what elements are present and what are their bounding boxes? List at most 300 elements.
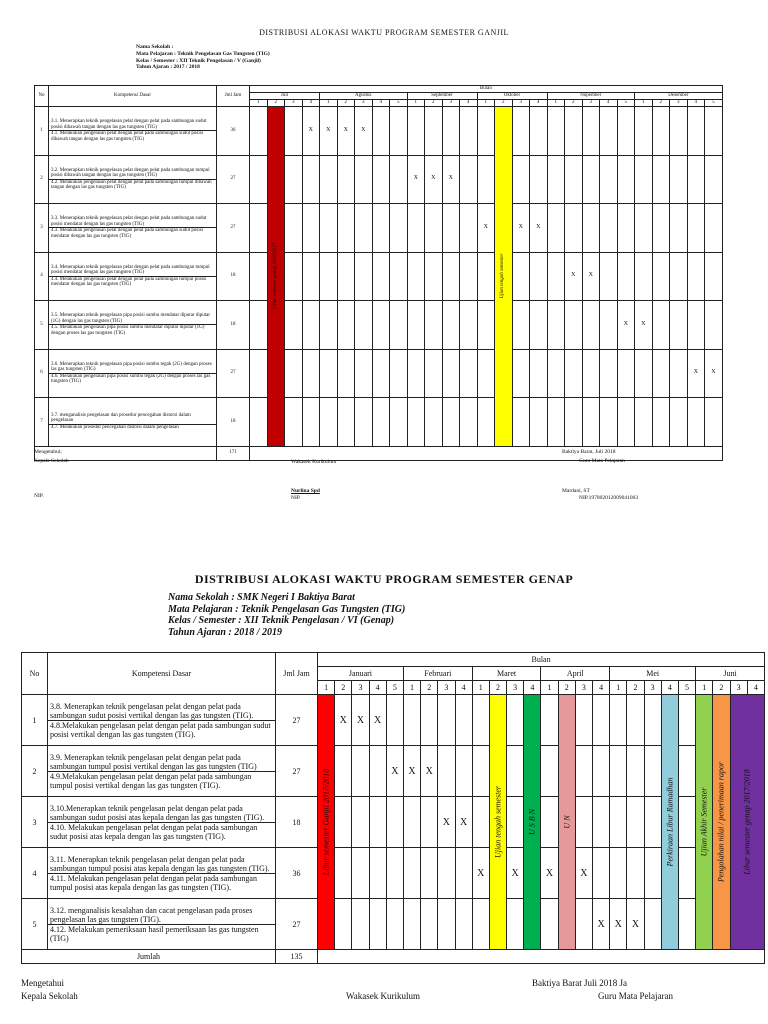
genap-week-cell	[472, 899, 489, 950]
ganjil-row-no: 6	[35, 349, 49, 398]
genap-wakasek: Wakasek Kurikulum	[346, 991, 421, 1001]
genap-week-cell	[421, 797, 438, 848]
ganjil-col-kd: Kompetensi Dasar	[49, 86, 217, 107]
genap-schedule-mark: X	[541, 848, 558, 899]
genap-week-cell	[678, 797, 695, 848]
genap-col-no: No	[22, 653, 48, 695]
genap-row-kd	[48, 695, 276, 746]
genap-week-number: 3	[438, 681, 455, 695]
ganjil-week-cell	[687, 107, 705, 156]
ganjil-week-number: 5	[617, 100, 635, 107]
genap-week-cell	[386, 695, 403, 746]
ganjil-week-cell	[320, 204, 338, 253]
genap-mengetahui: Mengetahui	[21, 978, 64, 988]
ganjil-kd-row	[35, 155, 723, 204]
ganjil-week-cell	[477, 107, 495, 156]
genap-week-cell	[627, 746, 644, 797]
genap-week-cell	[593, 797, 610, 848]
genap-week-number: 1	[610, 681, 627, 695]
ganjil-week-number: 4	[687, 100, 705, 107]
ganjil-row-kd	[49, 204, 217, 253]
genap-week-number: 3	[507, 681, 524, 695]
genap-row-kd	[48, 797, 276, 848]
ganjil-week-cell	[547, 252, 565, 301]
ganjil-week-cell	[652, 252, 670, 301]
ganjil-kd-row	[35, 107, 723, 156]
ganjil-week-cell	[600, 204, 618, 253]
ganjil-kd-text: 4.2. Melakukan pengelasan pelat dengan pelat pada sambungan tumpul dibawah tangan dengan las gas tungsten (TIG)	[49, 179, 216, 191]
ganjil-week-cell	[687, 204, 705, 253]
genap-calendar-band	[489, 695, 506, 950]
genap-week-number: 2	[421, 681, 438, 695]
ganjil-week-cell	[302, 252, 320, 301]
genap-kd-text: 3.12. menganalisis kesalahan dan cacat pengelasan pada proses pengelasan las gas tungsten (TIG).	[50, 905, 253, 924]
ganjil-kd-row	[35, 252, 723, 301]
ganjil-week-cell	[547, 301, 565, 350]
genap-week-number: 2	[713, 681, 730, 695]
genap-total-value: 135	[276, 950, 318, 964]
genap-week-cell	[421, 848, 438, 899]
ganjil-title: DISTRIBUSI ALOKASI WAKTU PROGRAM SEMESTER GANJIL	[259, 28, 509, 37]
genap-header-info	[168, 592, 568, 638]
genap-week-cell	[438, 695, 455, 746]
ganjil-week-cell	[635, 155, 653, 204]
ganjil-row-kd	[49, 155, 217, 204]
genap-schedule-mark: X	[593, 899, 610, 950]
genap-week-cell	[335, 899, 352, 950]
ganjil-week-cell	[390, 252, 408, 301]
genap-row-no: 1	[22, 695, 48, 746]
genap-week-number: 3	[644, 681, 661, 695]
genap-week-cell	[644, 848, 661, 899]
ganjil-week-cell	[460, 252, 478, 301]
ganjil-kd-text: 3.5. Menerapkan teknik pengelasan pipa posisi sumbu mendatar diputar diputar (1G) dengan las gas tungsten (TIG)	[51, 313, 210, 324]
ganjil-kd-row	[35, 204, 723, 253]
ganjil-week-cell	[460, 155, 478, 204]
ganjil-week-cell	[302, 301, 320, 350]
genap-month: Maret	[472, 667, 541, 681]
ganjil-band-label: Ujian tengah semester	[500, 253, 506, 299]
ganjil-week-cell	[285, 155, 303, 204]
ganjil-week-cell	[337, 252, 355, 301]
ganjil-kd-row	[35, 301, 723, 350]
genap-title: DISTRIBUSI ALOKASI WAKTU PROGRAM SEMESTER GENAP	[194, 572, 574, 586]
ganjil-wakasek: Wakasek Kurikulum	[291, 459, 337, 465]
genap-week-number: 2	[627, 681, 644, 695]
ganjil-table	[34, 85, 723, 461]
ganjil-week-cell	[687, 301, 705, 350]
ganjil-week-number: 1	[320, 100, 338, 107]
genap-week-number: 4	[455, 681, 472, 695]
ganjil-kd-text: 3.7. menganalisis pengelasan dan prosedur pencegahan distorsi dalam pengelasan	[51, 412, 191, 424]
genap-week-cell	[541, 746, 558, 797]
ganjil-week-cell	[530, 398, 548, 447]
genap-schedule-mark: X	[369, 695, 386, 746]
genap-week-cell	[335, 746, 352, 797]
ganjil-total-value: 171	[217, 446, 250, 460]
genap-info-class: Kelas / Semester : XII Teknik Pengelasan / VI (Genap)	[168, 615, 395, 626]
ganjil-week-number: 3	[442, 100, 460, 107]
ganjil-week-cell	[407, 107, 425, 156]
ganjil-week-cell	[477, 349, 495, 398]
ganjil-month: Juli	[250, 93, 320, 100]
genap-calendar-band	[558, 695, 575, 950]
ganjil-month: Nopember	[547, 93, 635, 100]
genap-band-label: Ujian Akhir Semester	[699, 787, 709, 857]
ganjil-schedule-mark: X	[512, 204, 530, 253]
genap-band-label: Ujian tengah semester	[493, 786, 503, 858]
ganjil-week-number: 2	[337, 100, 355, 107]
genap-week-cell	[335, 848, 352, 899]
genap-calendar-band	[696, 695, 713, 950]
ganjil-week-number: 3	[355, 100, 373, 107]
ganjil-schedule-mark: X	[442, 155, 460, 204]
ganjil-week-cell	[285, 252, 303, 301]
genap-col-jam: Jml Jam	[276, 653, 318, 695]
genap-kd-text: 4.10. Melakukan pengelasan pelat dengan pelat pada sambungan sudut posisi atas kepala dengan las gas tungsten (TIG).	[48, 822, 275, 841]
ganjil-week-cell	[460, 107, 478, 156]
genap-week-cell	[369, 899, 386, 950]
ganjil-row-kd	[49, 398, 217, 447]
ganjil-month: Desember	[635, 93, 723, 100]
genap-kd-text: 3.8. Menerapkan teknik pengelasan pelat dengan pelat pada sambungan sudut posisi vertikal dengan las gas tungsten (TIG).	[50, 701, 254, 720]
genap-week-cell	[627, 695, 644, 746]
genap-row-jam: 27	[276, 746, 318, 797]
ganjil-kd-text: 4.5. Melakukan pengelasan pipa posisi sumbu mendatar diputar diputar (1G) dengan proses las gas tungsten (TIG)	[49, 324, 216, 336]
ganjil-week-cell	[320, 349, 338, 398]
ganjil-week-cell	[320, 252, 338, 301]
genap-week-cell	[472, 797, 489, 848]
ganjil-week-cell	[582, 398, 600, 447]
genap-week-cell	[593, 848, 610, 899]
ganjil-row-jam: 18	[217, 398, 250, 447]
ganjil-week-number: 3	[670, 100, 688, 107]
ganjil-week-number: 4	[530, 100, 548, 107]
ganjil-week-cell	[337, 204, 355, 253]
ganjil-week-cell	[337, 349, 355, 398]
genap-row-jam: 27	[276, 695, 318, 746]
ganjil-week-cell	[355, 398, 373, 447]
genap-week-cell	[386, 848, 403, 899]
ganjil-week-cell	[425, 398, 443, 447]
ganjil-week-cell	[565, 107, 583, 156]
ganjil-week-cell	[530, 301, 548, 350]
genap-week-cell	[610, 695, 627, 746]
genap-total-empty	[318, 950, 765, 964]
ganjil-schedule-mark: X	[320, 107, 338, 156]
ganjil-week-number: 4	[302, 100, 320, 107]
ganjil-week-cell	[285, 301, 303, 350]
ganjil-band-label: Libur semester genap 2016/2017	[272, 243, 278, 310]
ganjil-mengetahui: Mengetahui;	[34, 449, 62, 455]
ganjil-week-cell	[512, 155, 530, 204]
genap-week-cell	[507, 797, 524, 848]
genap-month: Februari	[403, 667, 472, 681]
genap-week-cell	[386, 797, 403, 848]
genap-week-cell	[575, 899, 592, 950]
ganjil-week-cell	[705, 107, 723, 156]
genap-week-cell	[352, 746, 369, 797]
genap-week-cell	[386, 899, 403, 950]
ganjil-week-cell	[705, 398, 723, 447]
ganjil-week-cell	[582, 155, 600, 204]
ganjil-row-no: 7	[35, 398, 49, 447]
genap-month: April	[541, 667, 610, 681]
ganjil-week-cell	[512, 301, 530, 350]
genap-kd-text: 3.9. Menerapkan teknik pengelasan pelat dengan pelat pada sambungan tumpul posisi vertikal dengan las gas tungsten (TIG)	[50, 752, 257, 771]
ganjil-calendar-band	[495, 107, 513, 447]
genap-row-no: 4	[22, 848, 48, 899]
ganjil-info-class: Kelas / Semester : XII Teknik Pengelasan / V (Ganjil)	[136, 57, 261, 64]
ganjil-week-cell	[442, 107, 460, 156]
genap-week-cell	[575, 746, 592, 797]
ganjil-week-cell	[250, 252, 268, 301]
ganjil-week-cell	[530, 155, 548, 204]
ganjil-week-cell	[530, 252, 548, 301]
ganjil-week-cell	[600, 107, 618, 156]
ganjil-schedule-mark: X	[302, 107, 320, 156]
genap-schedule-mark: X	[610, 899, 627, 950]
genap-week-cell	[575, 797, 592, 848]
genap-schedule-mark: X	[575, 848, 592, 899]
ganjil-week-cell	[530, 349, 548, 398]
genap-week-number: 1	[318, 681, 335, 695]
genap-week-number: 4	[593, 681, 610, 695]
genap-week-number: 1	[472, 681, 489, 695]
genap-kd-text: 4.12. Melakukan pemeriksaan hasil pemeriksaan las gas tungsten (TIG)	[48, 924, 275, 943]
genap-week-cell	[541, 899, 558, 950]
ganjil-week-cell	[460, 398, 478, 447]
ganjil-week-cell	[670, 301, 688, 350]
genap-week-cell	[678, 848, 695, 899]
ganjil-week-cell	[372, 398, 390, 447]
genap-total-label: Jumlah	[22, 950, 276, 964]
ganjil-week-cell	[337, 398, 355, 447]
ganjil-week-cell	[390, 107, 408, 156]
ganjil-row-jam: 27	[217, 204, 250, 253]
ganjil-week-cell	[390, 349, 408, 398]
ganjil-week-cell	[635, 349, 653, 398]
ganjil-kd-row	[35, 349, 723, 398]
ganjil-week-cell	[565, 204, 583, 253]
ganjil-week-cell	[442, 204, 460, 253]
ganjil-kd-row	[35, 398, 723, 447]
ganjil-week-cell	[407, 301, 425, 350]
genap-week-cell	[541, 695, 558, 746]
ganjil-week-cell	[372, 107, 390, 156]
ganjil-kd-text: 3.3. Menerapkan teknik pengelasan pelat dengan pelat pada sambungan sudut posisi mendatar dengan las gas tungsten (TIG)	[51, 216, 207, 227]
genap-week-cell	[352, 899, 369, 950]
ganjil-info-school: Nama Sekolah :	[136, 44, 174, 50]
ganjil-week-cell	[407, 398, 425, 447]
ganjil-col-bulan: Bulan	[250, 86, 723, 93]
genap-week-cell	[369, 848, 386, 899]
genap-week-cell	[644, 797, 661, 848]
ganjil-week-cell	[285, 349, 303, 398]
ganjil-week-cell	[390, 155, 408, 204]
genap-place-date: Baktiya Barat Juli 2018 Ja	[532, 978, 627, 988]
ganjil-header-info	[136, 44, 456, 71]
ganjil-schedule-mark: X	[635, 301, 653, 350]
genap-week-number: 2	[489, 681, 506, 695]
genap-schedule-mark: X	[386, 746, 403, 797]
genap-band-label: Pengolahan nilai / penerimaan rapor	[716, 762, 726, 882]
ganjil-week-cell	[250, 349, 268, 398]
ganjil-week-number: 1	[250, 100, 268, 107]
ganjil-kd-text: 3.6. Menerapkan teknik pengelasan pipa posisi sumbu tegak (2G) dengan proses las gas tungsten (TIG)	[51, 361, 212, 373]
ganjil-schedule-mark: X	[355, 107, 373, 156]
genap-week-cell	[472, 746, 489, 797]
genap-row-kd	[48, 746, 276, 797]
genap-week-cell	[507, 899, 524, 950]
ganjil-week-cell	[355, 204, 373, 253]
genap-week-cell	[455, 695, 472, 746]
ganjil-week-cell	[547, 155, 565, 204]
genap-week-cell	[455, 746, 472, 797]
ganjil-row-no: 2	[35, 155, 49, 204]
ganjil-week-number: 3	[512, 100, 530, 107]
genap-week-cell	[403, 797, 420, 848]
ganjil-row-kd	[49, 349, 217, 398]
genap-month: Januari	[318, 667, 404, 681]
genap-week-cell	[541, 797, 558, 848]
ganjil-week-cell	[460, 349, 478, 398]
genap-schedule-mark: X	[335, 695, 352, 746]
ganjil-week-number: 3	[285, 100, 303, 107]
genap-table	[21, 652, 765, 964]
ganjil-week-number: 1	[477, 100, 495, 107]
genap-week-cell	[507, 746, 524, 797]
ganjil-week-cell	[442, 349, 460, 398]
genap-week-cell	[575, 695, 592, 746]
ganjil-week-number: 4	[460, 100, 478, 107]
genap-month: Mei	[610, 667, 696, 681]
ganjil-week-cell	[705, 155, 723, 204]
ganjil-row-jam: 27	[217, 349, 250, 398]
genap-kd-text: 3.10.Menerapkan teknik pengelasan pelat dengan pelat pada sambungan sudut posisi atas kepala dengan las gas tungsten (TIG).	[50, 803, 265, 822]
ganjil-week-cell	[547, 349, 565, 398]
genap-kd-row	[22, 797, 765, 848]
ganjil-week-cell	[652, 398, 670, 447]
ganjil-week-cell	[302, 204, 320, 253]
ganjil-week-cell	[705, 252, 723, 301]
genap-week-cell	[593, 695, 610, 746]
genap-schedule-mark: X	[472, 848, 489, 899]
ganjil-week-cell	[425, 252, 443, 301]
ganjil-week-cell	[635, 204, 653, 253]
ganjil-week-cell	[477, 398, 495, 447]
ganjil-week-cell	[250, 204, 268, 253]
genap-week-number: 4	[661, 681, 678, 695]
genap-week-number: 1	[541, 681, 558, 695]
ganjil-month: Oktober	[477, 93, 547, 100]
ganjil-week-cell	[565, 398, 583, 447]
ganjil-week-cell	[565, 155, 583, 204]
ganjil-week-cell	[670, 252, 688, 301]
ganjil-week-number: 1	[407, 100, 425, 107]
ganjil-wakasek-name: Nurlina Spd	[291, 488, 320, 494]
ganjil-week-cell	[320, 398, 338, 447]
ganjil-week-number: 2	[495, 100, 513, 107]
ganjil-week-cell	[355, 252, 373, 301]
genap-week-number: 5	[678, 681, 695, 695]
ganjil-week-cell	[372, 204, 390, 253]
genap-month: Juni	[696, 667, 765, 681]
genap-schedule-mark: X	[627, 899, 644, 950]
ganjil-week-cell	[442, 398, 460, 447]
genap-row-jam: 27	[276, 899, 318, 950]
ganjil-kd-text: 4.3. Melakukan pengelasan pelat dengan pelat pada sambungan sudut posisi mendatar dengan las gas tungsten (TIG)	[49, 227, 216, 239]
genap-col-kd: Kompetensi Dasar	[48, 653, 276, 695]
ganjil-week-cell	[477, 155, 495, 204]
genap-schedule-mark: X	[438, 797, 455, 848]
ganjil-week-cell	[670, 155, 688, 204]
ganjil-row-no: 3	[35, 204, 49, 253]
ganjil-row-jam: 27	[217, 155, 250, 204]
ganjil-week-cell	[705, 204, 723, 253]
ganjil-week-cell	[617, 204, 635, 253]
ganjil-week-cell	[337, 301, 355, 350]
genap-week-cell	[593, 746, 610, 797]
ganjil-week-cell	[600, 349, 618, 398]
genap-kd-text: 4.8.Melakukan pengelasan pelat dengan pelat pada sambungan sudut posisi vertikal dengan las gas tungsten (TIG).	[48, 720, 275, 739]
ganjil-week-cell	[582, 349, 600, 398]
ganjil-week-number: 1	[635, 100, 653, 107]
genap-week-cell	[644, 899, 661, 950]
genap-week-cell	[678, 746, 695, 797]
genap-calendar-band	[713, 695, 730, 950]
genap-band-label: Libur semester Ganjil 2017/2018	[321, 768, 331, 876]
ganjil-row-kd	[49, 252, 217, 301]
ganjil-week-cell	[372, 155, 390, 204]
ganjil-schedule-mark: X	[407, 155, 425, 204]
genap-row-jam: 36	[276, 848, 318, 899]
ganjil-week-cell	[547, 204, 565, 253]
genap-kd-row	[22, 695, 765, 746]
genap-info-school: Nama Sekolah : SMK Negeri I Baktiya Barat	[168, 592, 355, 603]
ganjil-week-cell	[355, 349, 373, 398]
ganjil-week-cell	[250, 301, 268, 350]
genap-kd-row	[22, 848, 765, 899]
ganjil-row-kd	[49, 301, 217, 350]
genap-week-number: 2	[558, 681, 575, 695]
genap-week-cell	[421, 899, 438, 950]
genap-week-number: 1	[403, 681, 420, 695]
ganjil-week-cell	[670, 398, 688, 447]
genap-week-cell	[644, 746, 661, 797]
genap-kd-text: 4.11. Melakukan pengelasan pelat dengan pelat pada sambungan tumpul posisi atas kepala dengan las gas tungsten (TIG).	[48, 873, 275, 892]
genap-week-cell	[455, 848, 472, 899]
ganjil-week-cell	[355, 301, 373, 350]
genap-guru: Guru Mata Pelajaran	[598, 991, 673, 1001]
genap-row-no: 5	[22, 899, 48, 950]
ganjil-kd-text: 4.6. Melakukan pengelasan pipa posisi sumbu tegak (2G) dengan proses las gas tungsten (TIG)	[49, 373, 216, 385]
ganjil-info-year: Tahun Ajaran : 2017 / 2018	[136, 64, 200, 71]
genap-calendar-band	[318, 695, 335, 950]
genap-week-number: 3	[730, 681, 747, 695]
ganjil-week-cell	[250, 398, 268, 447]
ganjil-week-cell	[390, 204, 408, 253]
ganjil-week-number: 2	[565, 100, 583, 107]
genap-week-cell	[421, 695, 438, 746]
ganjil-week-cell	[407, 252, 425, 301]
ganjil-week-cell	[390, 398, 408, 447]
genap-row-no: 2	[22, 746, 48, 797]
genap-week-cell	[369, 797, 386, 848]
ganjil-total-empty	[250, 446, 723, 460]
ganjil-nip-guru: NIP.197802012009041003	[579, 495, 639, 501]
ganjil-kd-text: 4.1. Melakukan pengelasan pelat dengan pelat pada sambungan sudut posisi dibawah tangan dengan las gas tungsten (TIG)	[49, 130, 216, 142]
